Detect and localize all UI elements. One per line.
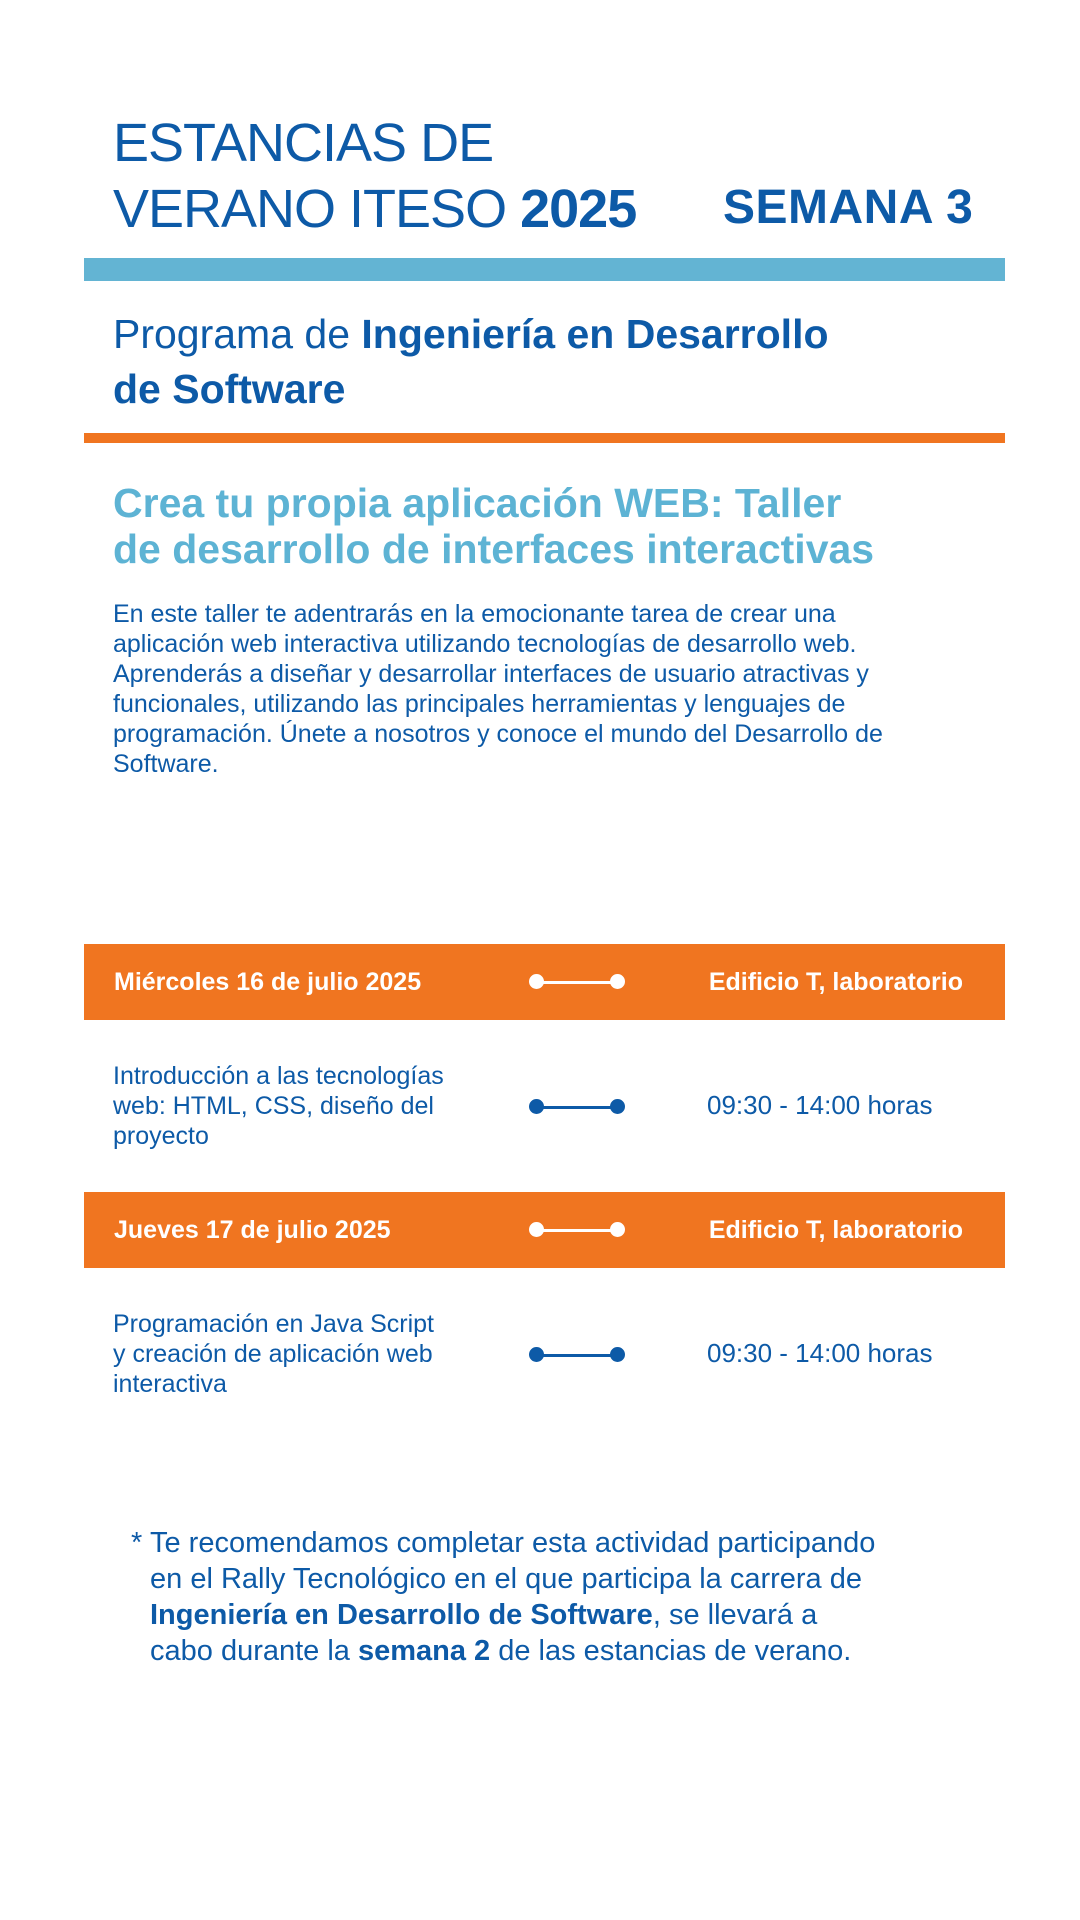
workshop-description [113,599,883,779]
note-week: semana 2 [357,1635,491,1667]
recommendation-note [150,1525,875,1669]
topic-line: Programación en Java Script [113,1310,434,1338]
topic-line: interactiva [113,1370,227,1398]
program-title-line1 [113,307,829,361]
header-title-prefix: VERANO ITESO [113,179,521,239]
description-line: Aprenderás a diseñar y desarrollar interfaces de usuario atractivas y [113,660,869,688]
connector-icon [529,1347,625,1363]
topic-line: web: HTML, CSS, diseño del [113,1092,434,1120]
note-line3-rest: , se llevará a [652,1599,818,1631]
session-1-header [84,944,1005,1020]
description-line: programación. Únete a nosotros y conoce el mundo del Desarrollo de [113,720,883,748]
connector-icon [529,1222,625,1238]
header-title-line2 [113,176,636,242]
session-1-time: 09:30 - 14:00 horas [707,1090,933,1120]
note-line1: Te recomendamos completar esta actividad participando [150,1527,876,1559]
topic-line: y creación de aplicación web [113,1340,433,1368]
program-name-part1: Ingeniería en Desarrollo [361,311,829,357]
header-title-year: 2025 [520,179,637,239]
header-title-line1: ESTANCIAS DE [113,113,494,173]
topic-line: Introducción a las tecnologías [113,1062,444,1090]
note-line4 [150,1633,875,1669]
session-2-date: Jueves 17 de julio 2025 [114,1216,391,1244]
session-2-header [84,1192,1005,1268]
note-asterisk: * [131,1527,143,1559]
note-line3 [150,1597,875,1633]
program-name-part2: de Software [113,366,346,412]
note-career: Ingeniería en Desarrollo de Software [150,1599,653,1631]
workshop-title-line1: Crea tu propia aplicación WEB: Taller [113,480,842,526]
description-line: aplicación web interactiva utilizando tecnologías de desarrollo web. [113,630,857,658]
session-2-time: 09:30 - 14:00 horas [707,1338,933,1368]
workshop-title-line2: de desarrollo de interfaces interactivas [113,526,875,572]
week-label: SEMANA 3 [723,181,974,234]
description-line: funcionales, utilizando las principales herramientas y lenguajes de [113,690,846,718]
connector-icon [529,974,625,990]
session-2-place: Edificio T, laboratorio [708,1216,963,1244]
topic-line: proyecto [113,1122,209,1150]
session-1-date: Miércoles 16 de julio 2025 [114,968,422,996]
program-divider-bar [84,433,1005,443]
session-1-place: Edificio T, laboratorio [708,968,963,996]
program-prefix: Programa de [113,311,362,357]
connector-icon [529,1099,625,1115]
note-line4-rest: de las estancias de verano. [490,1635,852,1667]
description-line: En este taller te adentrarás en la emocionante tarea de crear una [113,600,836,628]
program-title-line2 [113,362,345,416]
note-line4-prefix: cabo durante la [150,1635,358,1667]
header-divider-bar [84,258,1005,281]
session-1-topic [113,1061,493,1151]
note-line2: en el Rally Tecnológico en el que participa la carrera de [150,1563,863,1595]
session-2-topic [113,1309,493,1399]
description-line: Software. [113,750,219,778]
